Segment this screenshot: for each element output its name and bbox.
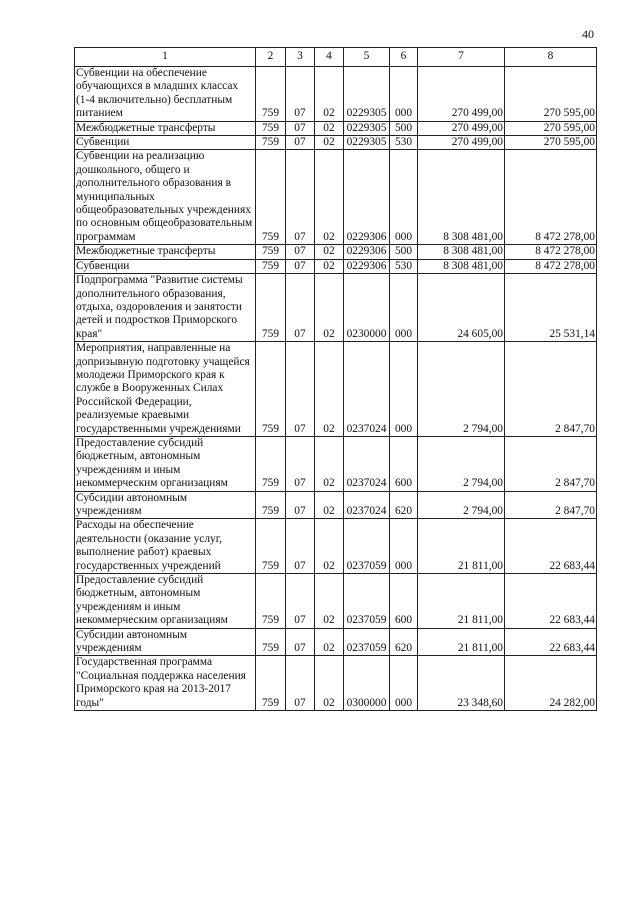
code-expense-type-cell: 000 — [390, 519, 418, 574]
table-row — [75, 491, 597, 519]
column-header: 6 — [390, 48, 418, 67]
amount-year2-cell: 2 847,70 — [505, 491, 597, 519]
amount-year2-cell: 8 472 278,00 — [505, 259, 597, 273]
code-target-cell: 0237059 — [344, 574, 390, 629]
code-subsection-cell: 02 — [315, 574, 344, 629]
amount-year2-cell: 8 472 278,00 — [505, 150, 597, 245]
code-target-cell: 0237024 — [344, 342, 390, 437]
code-subsection-cell: 02 — [315, 519, 344, 574]
code-subsection-cell: 02 — [315, 259, 344, 273]
code-target-cell: 0237024 — [344, 436, 390, 491]
code-expense-type-cell: 600 — [390, 436, 418, 491]
table-row — [75, 67, 597, 122]
code-ministry-cell: 759 — [256, 628, 286, 656]
column-header: 5 — [344, 48, 390, 67]
amount-year1-cell: 8 308 481,00 — [418, 259, 505, 273]
code-subsection-cell: 02 — [315, 136, 344, 150]
code-subsection-cell: 02 — [315, 274, 344, 342]
amount-year2-cell: 22 683,44 — [505, 628, 597, 656]
column-header: 4 — [315, 48, 344, 67]
code-section-cell: 07 — [286, 245, 315, 259]
amount-year1-cell: 270 499,00 — [418, 67, 505, 122]
code-section-cell: 07 — [286, 121, 315, 135]
item-name-cell: Мероприятия, направленные на допризывную подготовку учащейся молодежи Приморского края к службе в Вооруженных Силах Российской Федерации, реализуемые краевыми государственными учреждениями — [75, 342, 256, 437]
code-expense-type-cell: 000 — [390, 656, 418, 711]
code-ministry-cell: 759 — [256, 274, 286, 342]
table-row — [75, 342, 597, 437]
code-ministry-cell: 759 — [256, 259, 286, 273]
code-target-cell: 0300000 — [344, 656, 390, 711]
table-row — [75, 519, 597, 574]
code-section-cell: 07 — [286, 274, 315, 342]
code-target-cell: 0229306 — [344, 259, 390, 273]
table-row — [75, 121, 597, 135]
code-ministry-cell: 759 — [256, 656, 286, 711]
code-expense-type-cell: 500 — [390, 245, 418, 259]
code-ministry-cell: 759 — [256, 519, 286, 574]
amount-year1-cell: 8 308 481,00 — [418, 245, 505, 259]
code-target-cell: 0229306 — [344, 150, 390, 245]
item-name-cell: Расходы на обеспечение деятельности (оказание услуг, выполнение работ) краевых государственных учреждений — [75, 519, 256, 574]
code-section-cell: 07 — [286, 628, 315, 656]
item-name-cell: Предоставление субсидий бюджетным, автономным учреждениям и иным некоммерческим организациям — [75, 436, 256, 491]
amount-year1-cell: 8 308 481,00 — [418, 150, 505, 245]
code-subsection-cell: 02 — [315, 121, 344, 135]
code-subsection-cell: 02 — [315, 245, 344, 259]
code-ministry-cell: 759 — [256, 245, 286, 259]
item-name-cell: Предоставление субсидий бюджетным, автономным учреждениям и иным некоммерческим организациям — [75, 574, 256, 629]
code-section-cell: 07 — [286, 519, 315, 574]
code-subsection-cell: 02 — [315, 342, 344, 437]
table-row — [75, 656, 597, 711]
code-target-cell: 0237059 — [344, 628, 390, 656]
item-name-cell: Субсидии автономным учреждениям — [75, 491, 256, 519]
amount-year2-cell: 22 683,44 — [505, 519, 597, 574]
amount-year1-cell: 2 794,00 — [418, 342, 505, 437]
code-target-cell: 0230000 — [344, 274, 390, 342]
amount-year1-cell: 23 348,60 — [418, 656, 505, 711]
amount-year1-cell: 2 794,00 — [418, 491, 505, 519]
column-header: 7 — [418, 48, 505, 67]
amount-year1-cell: 21 811,00 — [418, 519, 505, 574]
code-section-cell: 07 — [286, 259, 315, 273]
amount-year1-cell: 21 811,00 — [418, 574, 505, 629]
code-target-cell: 0229306 — [344, 245, 390, 259]
code-subsection-cell: 02 — [315, 491, 344, 519]
code-section-cell: 07 — [286, 342, 315, 437]
code-section-cell: 07 — [286, 67, 315, 122]
code-subsection-cell: 02 — [315, 656, 344, 711]
table-row — [75, 245, 597, 259]
amount-year1-cell: 270 499,00 — [418, 121, 505, 135]
code-target-cell: 0229305 — [344, 136, 390, 150]
column-header: 3 — [286, 48, 315, 67]
amount-year2-cell: 270 595,00 — [505, 136, 597, 150]
code-subsection-cell: 02 — [315, 67, 344, 122]
page-number: 40 — [582, 27, 594, 41]
amount-year2-cell: 2 847,70 — [505, 436, 597, 491]
amount-year2-cell: 22 683,44 — [505, 574, 597, 629]
amount-year1-cell: 270 499,00 — [418, 136, 505, 150]
code-ministry-cell: 759 — [256, 121, 286, 135]
code-section-cell: 07 — [286, 656, 315, 711]
item-name-cell: Субвенции — [75, 136, 256, 150]
amount-year2-cell: 270 595,00 — [505, 67, 597, 122]
code-target-cell: 0237059 — [344, 519, 390, 574]
code-expense-type-cell: 000 — [390, 67, 418, 122]
table-header-row — [75, 48, 597, 67]
code-expense-type-cell: 530 — [390, 136, 418, 150]
column-header: 1 — [75, 48, 256, 67]
code-section-cell: 07 — [286, 136, 315, 150]
amount-year2-cell: 24 282,00 — [505, 656, 597, 711]
code-ministry-cell: 759 — [256, 491, 286, 519]
amount-year1-cell: 24 605,00 — [418, 274, 505, 342]
budget-table — [74, 47, 597, 711]
code-subsection-cell: 02 — [315, 628, 344, 656]
item-name-cell: Субсидии автономным учреждениям — [75, 628, 256, 656]
code-section-cell: 07 — [286, 491, 315, 519]
code-ministry-cell: 759 — [256, 436, 286, 491]
code-section-cell: 07 — [286, 574, 315, 629]
column-header: 8 — [505, 48, 597, 67]
amount-year2-cell: 2 847,70 — [505, 342, 597, 437]
table-row — [75, 628, 597, 656]
code-ministry-cell: 759 — [256, 574, 286, 629]
item-name-cell: Субвенции на обеспечение обучающихся в младших классах (1-4 включительно) бесплатным питанием — [75, 67, 256, 122]
code-expense-type-cell: 000 — [390, 342, 418, 437]
code-expense-type-cell: 500 — [390, 121, 418, 135]
item-name-cell: Межбюджетные трансферты — [75, 245, 256, 259]
code-expense-type-cell: 000 — [390, 274, 418, 342]
code-target-cell: 0237024 — [344, 491, 390, 519]
amount-year2-cell: 270 595,00 — [505, 121, 597, 135]
item-name-cell: Субвенции — [75, 259, 256, 273]
table-row — [75, 574, 597, 629]
amount-year1-cell: 2 794,00 — [418, 436, 505, 491]
amount-year2-cell: 25 531,14 — [505, 274, 597, 342]
item-name-cell: Государственная программа "Социальная поддержка населения Приморского края на 2013-2017 годы" — [75, 656, 256, 711]
code-target-cell: 0229305 — [344, 67, 390, 122]
item-name-cell: Субвенции на реализацию дошкольного, общего и дополнительного образования в муниципальных общеобразовательных учреждениях по основным общеобразовательным программам — [75, 150, 256, 245]
amount-year1-cell: 21 811,00 — [418, 628, 505, 656]
table-row — [75, 436, 597, 491]
code-expense-type-cell: 620 — [390, 491, 418, 519]
code-section-cell: 07 — [286, 436, 315, 491]
code-subsection-cell: 02 — [315, 150, 344, 245]
table-row — [75, 274, 597, 342]
code-expense-type-cell: 620 — [390, 628, 418, 656]
table-row — [75, 136, 597, 150]
code-ministry-cell: 759 — [256, 342, 286, 437]
item-name-cell: Межбюджетные трансферты — [75, 121, 256, 135]
table-row — [75, 259, 597, 273]
code-expense-type-cell: 600 — [390, 574, 418, 629]
code-ministry-cell: 759 — [256, 136, 286, 150]
amount-year2-cell: 8 472 278,00 — [505, 245, 597, 259]
code-ministry-cell: 759 — [256, 67, 286, 122]
table-row — [75, 150, 597, 245]
code-subsection-cell: 02 — [315, 436, 344, 491]
code-expense-type-cell: 000 — [390, 150, 418, 245]
column-header: 2 — [256, 48, 286, 67]
code-ministry-cell: 759 — [256, 150, 286, 245]
code-expense-type-cell: 530 — [390, 259, 418, 273]
code-section-cell: 07 — [286, 150, 315, 245]
item-name-cell: Подпрограмма "Развитие системы дополнительного образования, отдыха, оздоровления и занятости детей и подростков Приморского края" — [75, 274, 256, 342]
code-target-cell: 0229305 — [344, 121, 390, 135]
